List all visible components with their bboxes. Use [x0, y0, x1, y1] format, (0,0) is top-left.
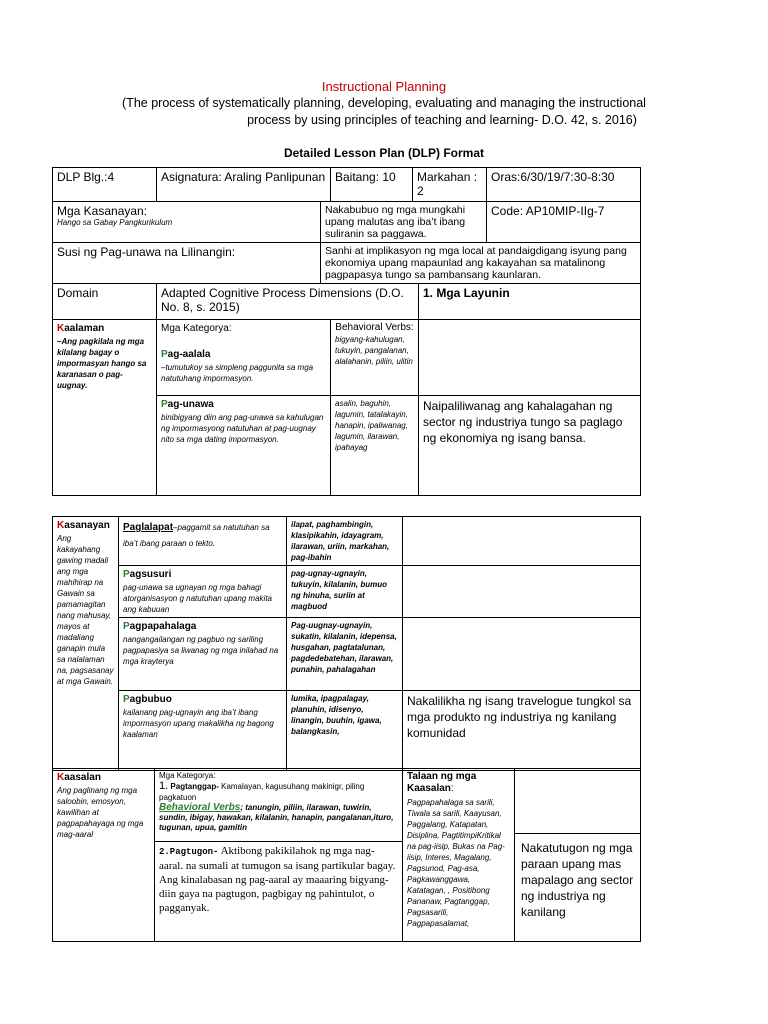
pagtanggap-label: Pagtanggap-: [170, 782, 219, 791]
talaan-colon: :: [450, 783, 454, 794]
pagpapahalaga-label: Pagpapahalaga: [123, 621, 197, 632]
pagtanggap-text: Kamalayan, kagusuhang makinigr, piling pagkatuon: [159, 782, 365, 802]
kasanayan-label-cell: [53, 202, 321, 243]
verbs-cell-0: [331, 320, 419, 396]
oras: Oras:6/30/19/7:30-8:30: [487, 168, 641, 202]
pagpapahalaga-cell: [119, 618, 287, 691]
kaalaman-domain-cell: [53, 320, 157, 496]
kasanayan-domain-desc: Ang kakayahang gawing madali ang mga mahihirap na Gawain sa pamamagitan nang mahusay, mayos at madaliang ganapin mula sa nalalaman na, pagsasanay at mga Gawain.: [57, 534, 114, 686]
kaasalan-table: [52, 768, 641, 942]
pagbubuo-layunin: Nakalilikha ng isang travelogue tungkol sa mga produkto ng industriya ng kanilang komunidad: [403, 691, 641, 771]
pagpapahalaga-verbs: Pag-uugnay-ugnayin, sukatin, kilalanin, idepensa, husgahan, pagtatalunan, pagdedebatehan, ilarawan, punahin, pahalagahan: [287, 618, 403, 691]
kasanayan-sub: Hango sa Gabay Pangkurikulum: [57, 218, 173, 227]
kaasalan-domain-cell: [53, 769, 155, 942]
pagtugon-block: [155, 842, 402, 917]
pagpapahalaga-layunin: [403, 618, 641, 691]
kasanayan-domain-label: Kasanayan: [57, 520, 110, 531]
pagtanggap-item: [159, 781, 398, 803]
pagtanggap-number: 1.: [159, 780, 169, 792]
kategorya-header: Mga Kategorya:: [161, 323, 232, 334]
plan-title: Instructional Planning: [321, 79, 447, 94]
kasanayan-label: Mga Kasanayan:: [57, 204, 148, 218]
pag-unawa-desc: binibigyang diin ang pag-unawa sa kahulugan ng impormasyong natutuhan at pag-uugnay nito sa mga dating impormasyon.: [161, 413, 324, 444]
pagbubuo-cell: [119, 691, 287, 771]
asignatura: Asignatura: Araling Panlipunan: [157, 168, 331, 202]
pag-unawa-verbs: asalin, baguhin, lagumin, tatalakayin, hanapin, ipaliwanag, lagumin, ilarawan, ipahayag: [331, 396, 419, 496]
kaasalan-label: Kaasalan: [57, 772, 101, 783]
paglalapat-desc: –paggamit sa natutuhan sa iba’t ibang paraan o tekto.: [123, 523, 270, 548]
layunin-header: 1. Mga Layunin: [419, 284, 641, 320]
kaalaman-category-cell: [157, 320, 331, 396]
paglalapat-cell: [119, 517, 287, 566]
talaan-text: Pagpapahalaga sa sarili, Tiwala sa sarili, Kaayusan, Paggalang, Katapatan, Disiplina, PagtitimpiKritikal na pag-iisip, Bukas na Pag-iisip, Interes, Magalang, Pagsunod, Pag-asa, Pagkawanggawa, Katatagan, , Positibong Pananaw, Pagtanggap, Pagsasarili, Pagpapasalamat,: [407, 798, 505, 928]
behavioral-verbs-label: Behavioral Verbs: [159, 802, 241, 813]
kaasalan-category-cell: [155, 769, 403, 942]
lesson-code: Code: AP10MIP-IIg-7: [487, 202, 641, 243]
domain-header: Domain: [53, 284, 157, 320]
format-title: Detailed Lesson Plan (DLP) Format: [283, 146, 485, 160]
pagtanggap-block: [155, 769, 402, 842]
talaan-heading: [407, 771, 510, 795]
pagtugon-text: Aktibong pakikilahok ng mga nag-aaral. na sumali at tumugon sa isang partikular bagay. Ang kinalabasan ng pag-aaral ay maaaring bigyang-diin gaya na pagtugon, pagbigay ng pahintulot, o pagganyak.: [159, 845, 396, 914]
kaasalan-desc: Ang paglinang ng mga saloobin, emosyon, kawilihan at pagpapahayaga ng mga mag-aaral: [57, 786, 144, 839]
kaalaman-desc: –Ang pagkilala ng mga kilalang bagay o impormasyan hango sa karanasan o pag-uugnay.: [57, 337, 147, 390]
pag-unawa-layunin: Naipaliliwanag ang kahalagahan ng sector ng industriya tungo sa paglago ng ekonomiya ng isang bansa.: [419, 396, 641, 496]
susi-text: Sanhi at implikasyon ng mga local at pandaigdigang isyung pang ekonomiya upang mapaunlad ang kakayahan sa matalinong pagpapasya tungo sa pambansang kaunlaran.: [321, 243, 641, 284]
behavioral-verbs-line: [159, 803, 398, 833]
pagbubuo-label: Pagbubuo: [123, 694, 172, 705]
layunin-cell-0: [419, 320, 641, 396]
pagbubuo-verbs: lumika, ipagpalagay, planuhin, idisenyo, linangin, buuhin, igawa, balangkasin,: [287, 691, 403, 771]
talaan-cell: [403, 769, 515, 942]
pag-aalala-label: Pag-aalala: [161, 349, 211, 360]
kasanayan-text: Nakabubuo ng mga mungkahi upang malutas ang iba’t ibang suliranin sa paggawa.: [321, 202, 487, 243]
baitang: Baitang: 10: [331, 168, 413, 202]
pag-unawa-cell: [157, 396, 331, 496]
kaalaman-label: Kaalaman: [57, 323, 105, 334]
plan-subtitle-line1: (The process of systematically planning, developing, evaluating and managing the instructional: [122, 96, 646, 110]
kaasalan-layunin: Nakatutugon ng mga paraan upang mas mapalago ang sector ng industriya ng kanilang: [515, 833, 640, 941]
pagsusuri-layunin: [403, 566, 641, 618]
dlp-table: [52, 167, 641, 496]
pagsusuri-verbs: pag-ugnay-ugnayin, tukuyin, kilalanin, bumuo ng hinuha, suriin at magbuod: [287, 566, 403, 618]
behavioral-verbs-text: ; tanungin, piliin, ilarawan, tuwirin, sundin, ibigay, hawakan, kilalanin, hanapin, pangalanan,ituro, tugunan, upua, gamitin: [159, 803, 394, 832]
talaan-label: Talaan ng mga Kaasalan: [407, 771, 477, 794]
dlp-number: DLP Blg.:4: [53, 168, 157, 202]
kaasalan-layunin-cell: [515, 769, 641, 942]
pagsusuri-desc: pag-unawa sa ugnayan ng mga bahagi atorganisasyon g natutuhan upang makita ang kabuuan: [123, 583, 272, 614]
pagsusuri-label: Pagsusuri: [123, 569, 172, 580]
pag-aalala-verbs: bigyang-kahulugan, tukuyin, pangalanan, alalahanin, piliin, ulitin: [335, 335, 413, 366]
pagpapahalaga-desc: nangangailangan ng pagbuo ng sariling pagpapasiya sa liwanag ng mga inilahad na mga krayterya: [123, 635, 279, 666]
plan-subtitle-line2: process by using principles of teaching and learning- D.O. 42, s. 2016): [247, 113, 637, 127]
pag-unawa-label: Pag-unawa: [161, 399, 214, 410]
pag-aalala-desc: –tumutukoy sa simpleng paggunita sa mga natutuhang impormasyon.: [161, 363, 314, 383]
kasanayan-domain-cell: [53, 517, 119, 771]
paglalapat-layunin: [403, 517, 641, 566]
pagbubuo-desc: kailanang pag-ugnayin ang iba’t ibang impormasyon upang makalikha ng bagong kaalaman: [123, 708, 274, 739]
paglalapat-verbs: ilapat, paghambingin, klasipikahin, idayagram, ilarawan, uriin, markahan, pag-ibahin: [287, 517, 403, 566]
verbs-header: Behavioral Verbs:: [335, 322, 414, 333]
kasanayan-table: [52, 516, 641, 771]
susi-label: Susi ng Pag-unawa na Lilinangin:: [53, 243, 321, 284]
kaasalan-kategorya-header: Mga Kategorya:: [159, 771, 216, 780]
pagsusuri-cell: [119, 566, 287, 618]
markahan: Markahan : 2: [413, 168, 487, 202]
adapted-header: Adapted Cognitive Process Dimensions (D.O. No. 8, s. 2015): [157, 284, 419, 320]
pagtugon-label: 2.Pagtugon-: [159, 847, 219, 857]
paglalapat-label: Paglalapat: [123, 522, 174, 533]
